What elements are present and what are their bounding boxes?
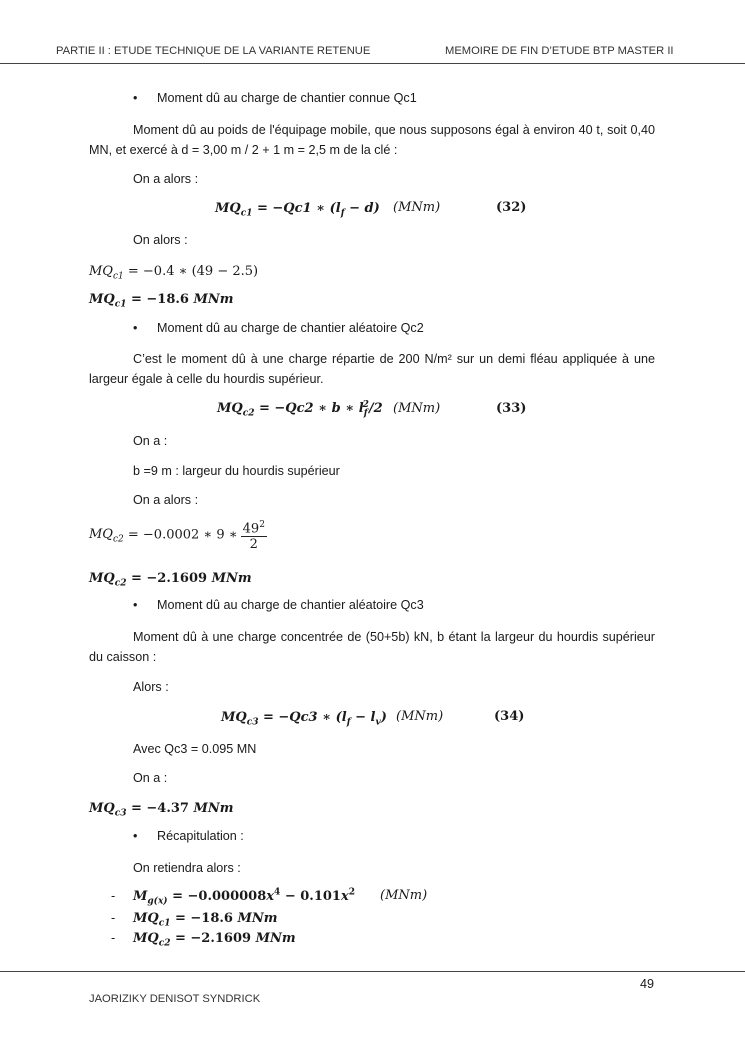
- recap-item-1-unit: (MNm): [380, 888, 428, 903]
- bullet-qc1-label: Moment dû au charge de chantier connue Qc1: [157, 91, 417, 105]
- paragraph-qc3: Moment dû à une charge concentrée de (50+5b) kN, b étant la largeur du hourdis supérieur du caisson :: [89, 630, 655, 664]
- calc-qc1: [89, 262, 258, 282]
- footer-rule: [0, 971, 745, 972]
- unit-33: (MNm): [393, 401, 441, 416]
- result-qc2: [89, 569, 252, 589]
- recap-dash-1: -: [111, 889, 116, 903]
- on-alors: On alors :: [133, 233, 188, 247]
- header-rule: [0, 63, 745, 64]
- fraction-denominator: 2: [249, 537, 258, 553]
- equation-number-34: (34): [494, 709, 525, 724]
- formula-34-text: $MQ_{c3} = -Qc3$ ∗ $(l_f - l_v)$: [221, 710, 387, 728]
- recap-item-2-text: $MQ_{c1} = -18.6$ MNm: [133, 911, 278, 929]
- unit-34: (MNm): [396, 709, 444, 724]
- paragraph-qc2: C’est le moment dû à une charge répartie de 200 N/m² sur un demi fléau appliquée à une largeur égale à celle du hourdis supérieur.: [89, 352, 655, 386]
- equation-number-33: (33): [496, 401, 527, 416]
- bullet-qc1: [133, 91, 417, 105]
- result-qc3-text: $MQ_{c3} = -4.37$ MNm: [89, 801, 234, 819]
- bullet-recap: [133, 829, 244, 843]
- page-number: 49: [640, 977, 655, 991]
- formula-32: [215, 199, 380, 219]
- result-qc1: [89, 290, 234, 310]
- avec-qc3: Avec Qc3 = 0.095 MN: [133, 742, 257, 756]
- bullet-qc3-label: Moment dû au charge de chantier aléatoire Qc3: [157, 598, 424, 612]
- calc-qc1-text: $MQ_{c1} = -0.4$ ∗ (49 − 2.5): [89, 264, 259, 282]
- formula-33-text: $MQ_{c2} = -Qc2$ ∗ b ∗ $l_f^2/2$: [217, 399, 383, 419]
- recap-item-3: [133, 929, 296, 949]
- bullet-recap-label: Récapitulation :: [157, 829, 244, 843]
- calc-qc2-text: $MQ_{c2} = -0.0002$ ∗ 9 ∗: [89, 527, 238, 545]
- formula-32-text: $MQ_{c1} = -Qc1$ ∗ $(l_f - d)$: [215, 201, 380, 219]
- calc-qc2: [89, 520, 267, 552]
- result-qc1-text: $MQ_{c1} = -18.6$ MNm: [89, 292, 234, 310]
- recap-dash-2: -: [111, 911, 116, 925]
- recap-item-1: [133, 887, 355, 907]
- bullet-qc2-label: Moment dû au charge de chantier aléatoire Qc2: [157, 321, 424, 335]
- on-a-alors-2: On a alors :: [133, 493, 199, 507]
- header-left: PARTIE II : ETUDE TECHNIQUE DE LA VARIANTE RETENUE: [56, 45, 371, 57]
- result-qc3: [89, 799, 234, 819]
- bullet-qc3: [133, 598, 424, 612]
- formula-33: [217, 399, 383, 419]
- result-qc2-text: $MQ_{c2} = -2.1609$ MNm: [89, 571, 252, 589]
- paragraph-qc1: Moment dû au poids de l'équipage mobile, que nous supposons égal à environ 40 t, soit 0,40 MN, et exercé à d = 3,00 m / 2 + 1 m = 2,5 m de la clé :: [89, 123, 655, 157]
- bullet-dot: •: [133, 91, 138, 105]
- bullet-dot: •: [133, 829, 138, 843]
- bullet-dot: •: [133, 321, 138, 335]
- formula-34: [221, 708, 387, 728]
- recap-dash-3: -: [111, 931, 116, 945]
- recap-item-2: [133, 909, 278, 929]
- recap-intro: On retiendra alors :: [133, 861, 241, 875]
- equation-number-32: (32): [496, 200, 527, 215]
- footer-author: JAORIZIKY DENISOT SYNDRICK: [89, 993, 261, 1005]
- recap-item-1-text: $M_{g(x)} = -0.000008x^4 - 0.101x^2$: [133, 887, 355, 907]
- recap-item-3-text: $MQ_{c2} = -2.1609$ MNm: [133, 931, 296, 949]
- bullet-dot: •: [133, 598, 138, 612]
- header-right: MEMOIRE DE FIN D’ETUDE BTP MASTER II: [445, 45, 674, 57]
- bullet-qc2: [133, 321, 424, 335]
- on-a-1: On a :: [133, 434, 168, 448]
- b-definition: b =9 m : largeur du hourdis supérieur: [133, 464, 340, 478]
- on-a-alors-1: On a alors :: [133, 172, 199, 186]
- unit-32: (MNm): [393, 200, 441, 215]
- fraction-numerator: $49^2$: [242, 520, 265, 537]
- on-a-2: On a :: [133, 771, 168, 785]
- calc-qc2-fraction: [241, 520, 267, 552]
- alors: Alors :: [133, 680, 169, 694]
